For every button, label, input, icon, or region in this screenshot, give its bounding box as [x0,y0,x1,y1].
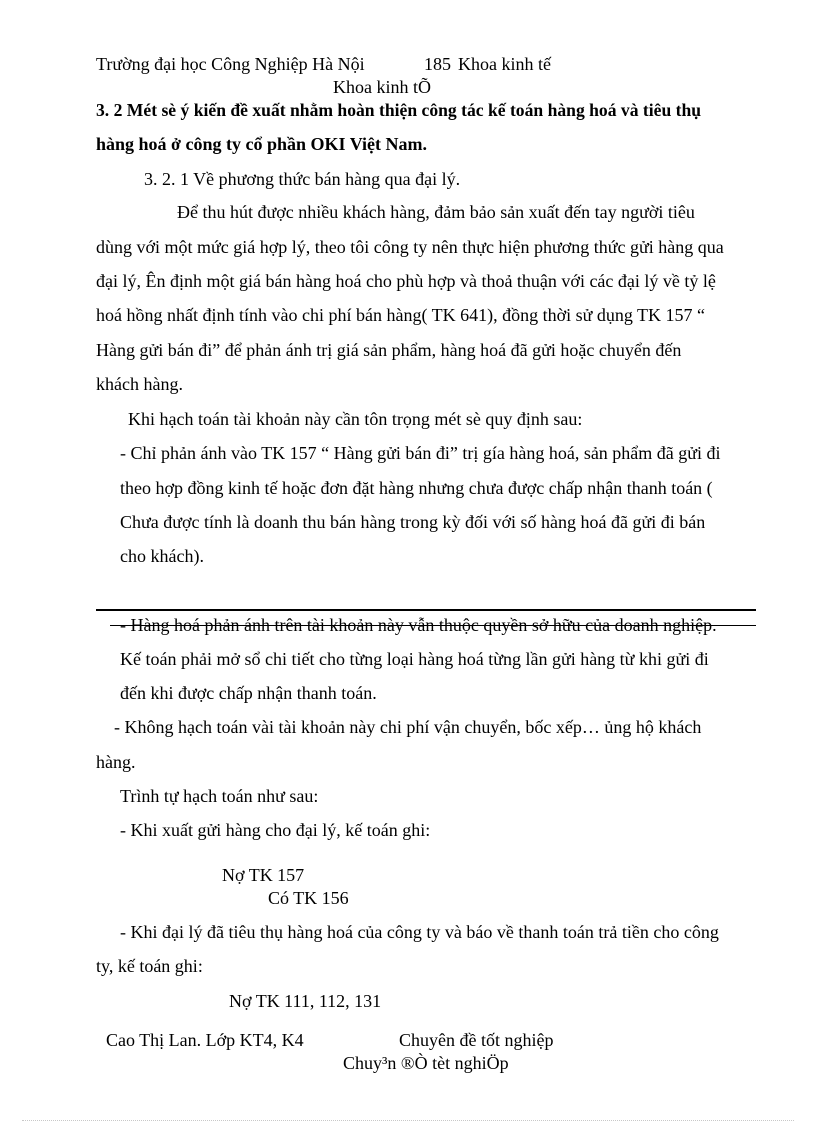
header-school: Trường đại học Công Nghiệp Hà Nội [96,54,365,74]
footer-doc-type: Chuyên đề tốt nghiệp [399,1030,554,1050]
sequence-step1-debit: Nợ TK 157 [222,865,305,885]
sequence-step1-credit: Có TK 156 [268,888,349,908]
rule3-line: hàng. [96,752,136,772]
para2: Khi hạch toán tài khoản này cần tôn trọng mét sè quy định sau: [128,409,583,429]
rule3-line: - Không hạch toán vài tài khoản này chi phí vận chuyển, bốc xếp… ủng hộ khách [114,717,702,737]
rule1-line: - Chỉ phản ánh vào TK 157 “ Hàng gửi bán đi” trị gía hàng hoá, sản phẩm đã gửi đi [120,443,721,463]
rule2-line: đến khi được chấp nhận thanh toán. [120,683,377,703]
section-title-line2: hàng hoá ở công ty cổ phần OKI Việt Nam. [96,134,428,154]
sequence-step2-line1: - Khi đại lý đã tiêu thụ hàng hoá của công ty và báo về thanh toán trả tiền cho công [120,922,719,942]
sequence-step2-line2: ty, kế toán ghi: [96,956,203,976]
sequence-step2-debit: Nợ TK 111, 112, 131 [229,991,382,1011]
header-page-number: 185 [424,54,451,74]
para1-line: hoá hồng nhất định tính vào chi phí bán hàng( TK 641), đồng thời sử dụng TK 157 “ [96,305,706,325]
sequence-heading: Trình tự hạch toán như sau: [120,786,319,806]
rule2-line: Kế toán phải mở sổ chi tiết cho từng loại hàng hoá từng lần gửi hàng từ khi gửi đi [120,649,709,669]
rule1-line: cho khách). [120,546,204,566]
section-subtitle: 3. 2. 1 Về phương thức bán hàng qua đại lý. [144,169,461,189]
section-title-line1: 3. 2 Mét sè ý kiến đề xuất nhằm hoàn thiện công tác kế toán hàng hoá và tiêu thụ [96,100,702,120]
para1-line: đại lý, Ên định một giá bán hàng hoá cho phù hợp và thoả thuận với các đại lý về tỷ lệ [96,271,716,291]
footer-author: Cao Thị Lan. Lớp KT4, K4 [106,1030,304,1050]
rule1-line: theo hợp đồng kinh tế hoặc đơn đặt hàng nhưng chưa được chấp nhận thanh toán ( [120,478,713,498]
sequence-step1: - Khi xuất gửi hàng cho đại lý, kế toán ghi: [120,820,431,840]
header-faculty: Khoa kinh tế [458,54,551,74]
page-break-line-bottom [110,625,756,626]
para1-line: dùng với một mức giá hợp lý, theo tôi công ty nên thực hiện phương thức gửi hàng qua [96,237,724,257]
rule2-line: - Hàng hoá phản ánh trên tài khoản này vẫn thuộc quyền sở hữu của doanh nghiệp. [120,615,717,635]
page-edge-dotted-line [22,1120,794,1121]
header-faculty-garbled: Khoa kinh tÕ [333,77,431,97]
page-break-line-top [96,609,756,611]
para1-line: Hàng gửi bán đi” để phản ánh trị giá sản phẩm, hàng hoá đã gửi hoặc chuyển đến [96,340,682,360]
footer-doc-type-garbled: Chuy³n ®Ò tèt nghiÖp [343,1053,509,1073]
rule1-line: Chưa được tính là doanh thu bán hàng trong kỳ đối với số hàng hoá đã gửi đi bán [120,512,706,532]
para1-line: Để thu hút được nhiều khách hàng, đảm bảo sản xuất đến tay người tiêu [177,202,695,222]
para1-line: khách hàng. [96,374,183,394]
